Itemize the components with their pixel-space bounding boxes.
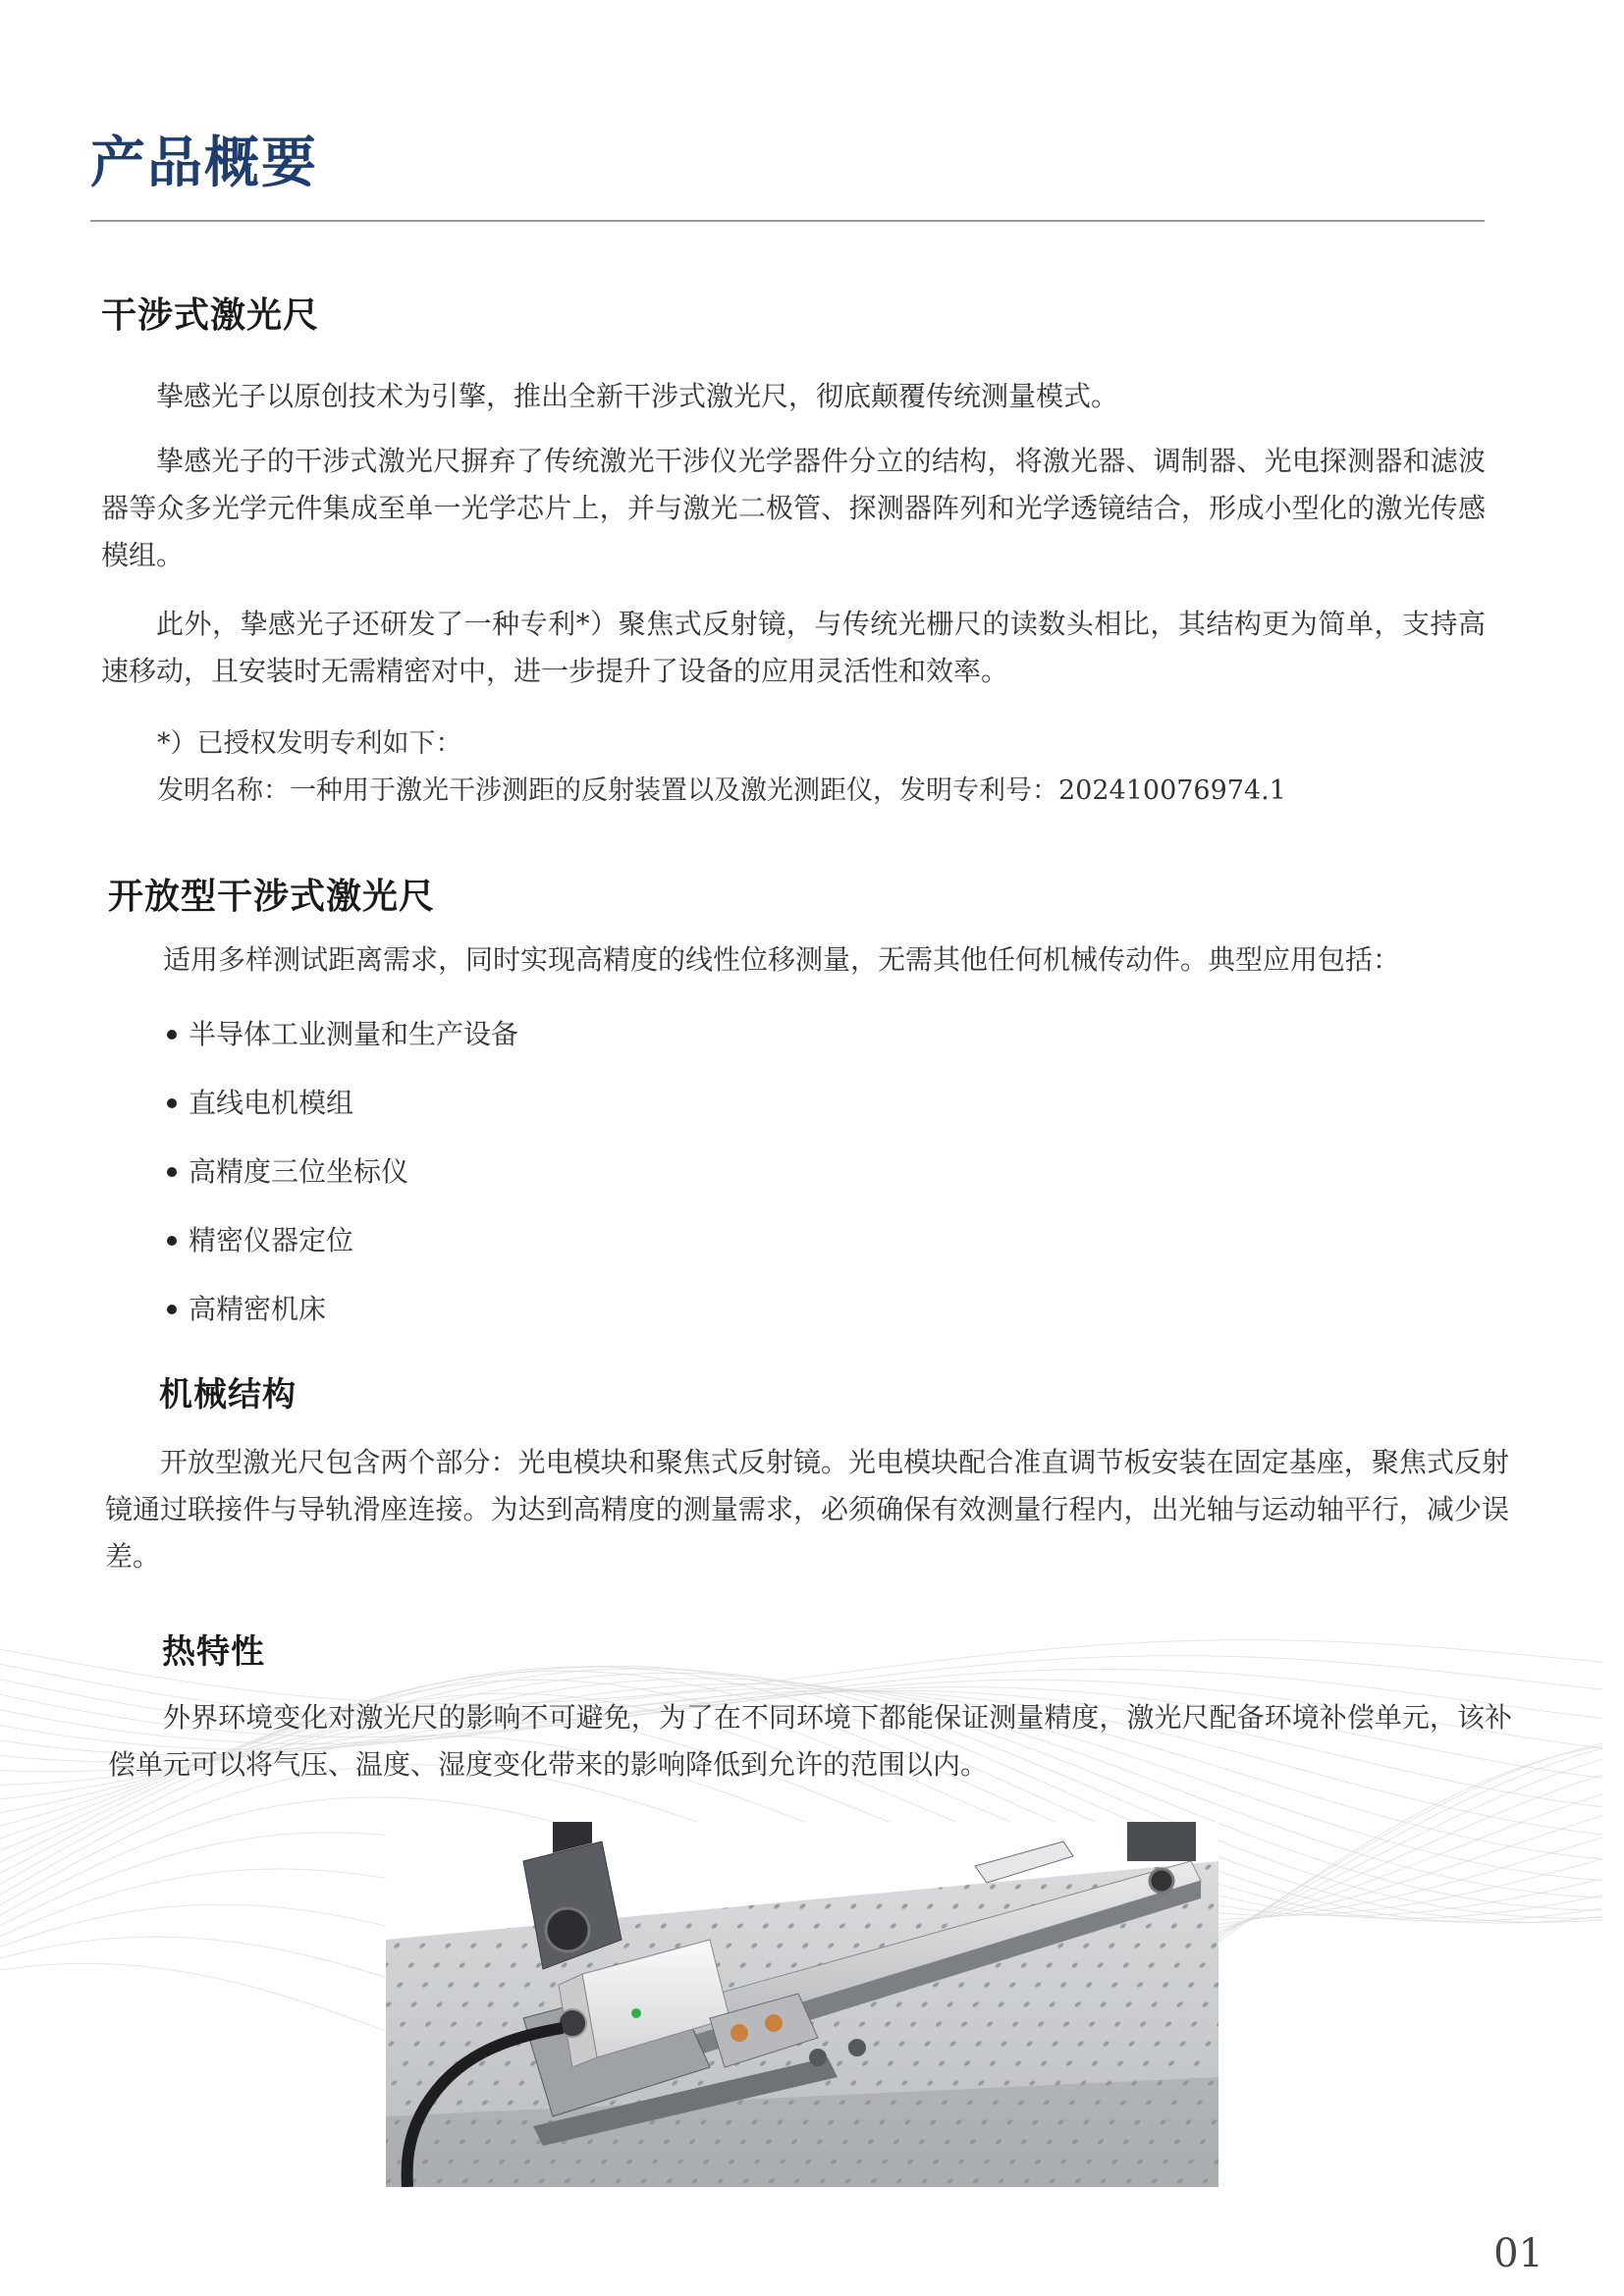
bullet-dot-icon [167,1030,177,1040]
rail-end-block [1127,1822,1196,1861]
title-divider [90,220,1485,222]
paragraph-structure: 挚感光子的干涉式激光尺摒弃了传统激光干涉仪光学器件分立的结构，将激光器、调制器、光电探测器和滤波器等众多光学元件集成至单一光学芯片上，并与激光二极管、探测器阵列和光学透镜结合，形成小型化的激光传感模组。 [101,445,1486,571]
application-list [167,1000,518,1344]
status-led-icon [631,2008,641,2018]
patent-note-detail: 发明名称：一种用于激光干涉测距的反射装置以及激光测距仪，发明专利号：202410076974.1 [157,775,1286,806]
patent-note [157,721,1286,815]
paragraph-applications-intro: 适用多样测试距离需求，同时实现高精度的线性位移测量，无需其他任何机械传动件。典型应用包括： [163,943,1401,976]
paragraph-thermal: 外界环境变化对激光尺的影响不可避免，为了在不同环境下都能保证测量精度，激光尺配备环境补偿单元，该补偿单元可以将气压、温度、湿度变化带来的影响降低到允许的范围以内。 [108,1701,1512,1781]
bullet-dot-icon [167,1305,177,1314]
paragraph-reflector: 此外，挚感光子还研发了一种专利*）聚焦式反射镜，与传统光栅尺的读数头相比，其结构更为简单，支持高速移动，且安装时无需精密对中，进一步提升了设备的应用灵活性和效率。 [101,608,1486,687]
list-item: 精密仪器定位 [167,1206,518,1275]
list-item: 高精密机床 [167,1275,518,1344]
section-heading-open-laser-scale: 开放型干涉式激光尺 [108,877,436,917]
page-title: 产品概要 [90,132,318,195]
section-heading-interferometric-laser-scale: 干涉式激光尺 [101,295,320,336]
list-item: 半导体工业测量和生产设备 [167,1000,518,1069]
section-heading-thermal-characteristics: 热特性 [162,1632,265,1672]
paragraph-mechanical-structure: 开放型激光尺包含两个部分：光电模块和聚焦式反射镜。光电模块配合准直调节板安装在固定基座，聚焦式反射镜通过联接件与导轨滑座连接。为达到高精度的测量需求，必须确保有效测量行程内，出光轴与运动轴平行，减少误差。 [105,1446,1509,1573]
list-item: 高精度三位坐标仪 [167,1138,518,1206]
bullet-dot-icon [167,1167,177,1177]
patent-note-title: *）已授权发明专利如下： [157,728,462,759]
paragraph-intro: 挚感光子以原创技术为引擎，推出全新干涉式激光尺，彻底颠覆传统测量模式。 [156,380,1119,412]
page-number: 01 [1493,2231,1543,2276]
list-item: 直线电机模组 [167,1069,518,1138]
bullet-dot-icon [167,1098,177,1108]
product-photo [386,1822,1218,2187]
bullet-dot-icon [167,1236,177,1246]
section-heading-mechanical-structure: 机械结构 [159,1375,297,1415]
